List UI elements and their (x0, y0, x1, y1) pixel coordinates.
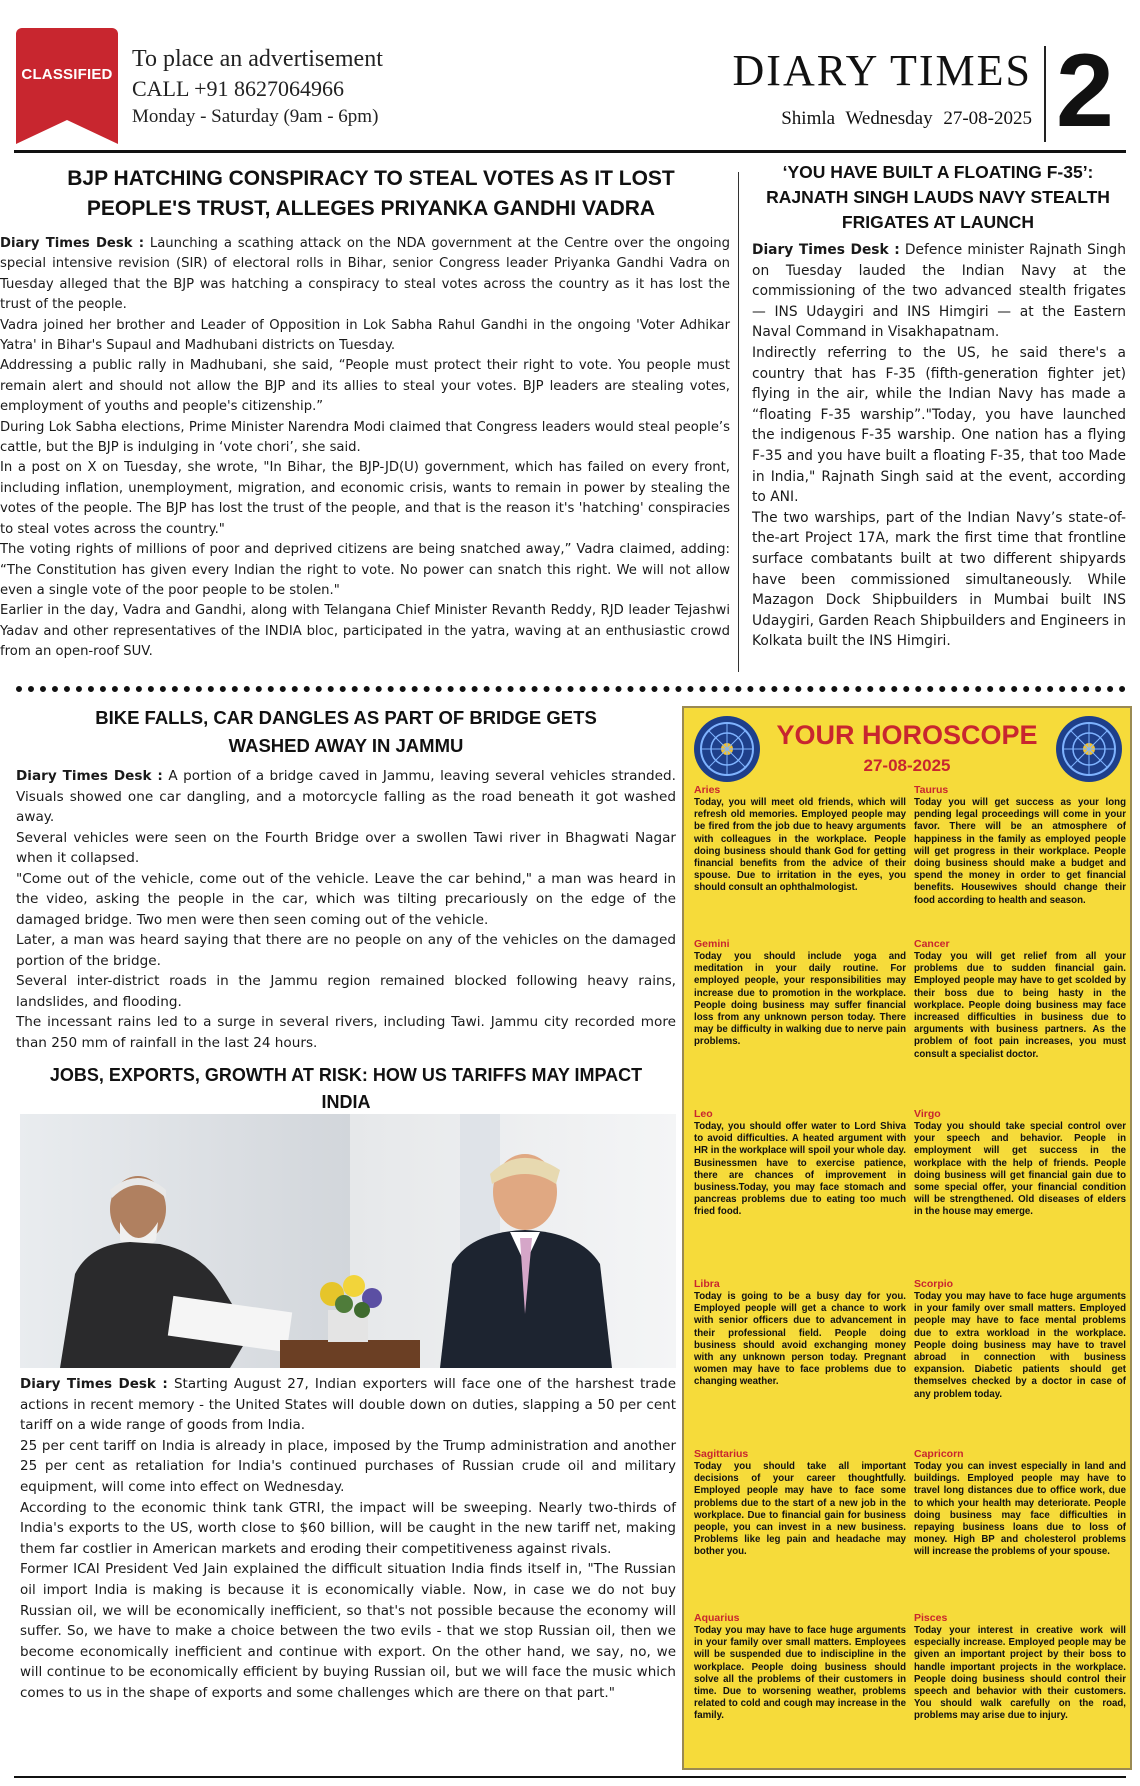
sign-text: Today you should take special control over your speech and behavior. People in employment will get success in the workplace with the help of friends. People doing business will get financial gain due to some special offer, your financial condition will be strengthened. Old diseases of elders in the house may emerge. (914, 1121, 1126, 1218)
article1-headline-line1: BJP HATCHING CONSPIRACY TO STEAL VOTES AS IT LOST (67, 167, 675, 190)
footer-rule (14, 1776, 1126, 1778)
article1-paragraph: During Lok Sabha elections, Prime Minister Narendra Modi claimed that Congress leaders would steal people’s cattle, but the BJP is indulging in ‘vote chori’, she said. (0, 419, 730, 456)
sign-libra (694, 1278, 906, 1389)
dateline: Shimla Wednesday 27-08-2025 (781, 108, 1032, 129)
article1-paragraph (0, 234, 730, 316)
sign-sagittarius (694, 1448, 906, 1559)
sign-gemini (694, 938, 906, 1049)
article1-paragraph: Earlier in the day, Vadra and Gandhi, along with Telangana Chief Minister Revanth Reddy, RJD leader Tejashwi Yadav and other representatives of the INDIA bloc, participated in the yatra, waving at an enthusiastic crowd from an open-roof SUV. (0, 603, 730, 660)
article1-paragraph: In a post on X on Tuesday, she wrote, "In Bihar, the BJP-JD(U) government, which has failed on every front, including inflation, unemployment, migration, and economic crisis, wants to remain in power by stealing the votes of the people. The BJP has lost the trust of the people, and that is the reason it's 'hatching' conspiracies to steal votes across the country." (0, 460, 730, 537)
article3-body (16, 766, 676, 1053)
sign-text: Today is going to be a busy day for you. Employed people will get a chance to work with senior officers due to advancement in their professional field. People doing business should avoid exchanging money with any unknown person today. Pregnant women may have to face problems due to changing weather. (694, 1291, 906, 1388)
sign-name: Scorpio (914, 1278, 954, 1290)
article2-body (752, 240, 1126, 652)
article4-lead: Diary Times Desk : (20, 1376, 168, 1392)
sign-text: Today you may have to face huge arguments in your family over small matters. Employees will be suspended due to indiscipline in the workplace. People doing business should solve all the problems of their customers in time. Due to worsening weather, problems related to cold and cough may increase in the family. (694, 1625, 906, 1722)
sign-scorpio (914, 1278, 1126, 1401)
article4-photo (20, 1114, 676, 1368)
sign-name: Gemini (694, 938, 730, 950)
advertisement-info (132, 44, 383, 130)
article3-lead: Diary Times Desk : (16, 768, 163, 784)
article2-headline-line2: RAJNATH SINGH LAUDS NAVY STEALTH (766, 187, 1110, 207)
sign-aquarius (694, 1612, 906, 1723)
column-divider (738, 172, 739, 672)
ad-phone: CALL +91 8627064966 (132, 76, 345, 101)
article3-paragraph (16, 766, 676, 828)
article2-lead: Diary Times Desk : (752, 242, 900, 258)
article3-headline-line2: WASHED AWAY IN JAMMU (228, 735, 464, 756)
ad-line-1: To place an advertisement (132, 46, 383, 72)
article1-p1: Launching a scathing attack on the NDA government at the Centre over the ongoing special intensive revision (SIR) of electoral rolls in Bihar, senior Congress leader Priyanka Gandhi Vadra on Tuesday alleged that the BJP was hatching a conspiracy to steal votes across the country as it has lost the trust of the people. (0, 236, 730, 313)
article3-paragraph: Later, a man was heard saying that there are no people on any of the vehicles on the damaged portion of the bridge. (16, 932, 676, 969)
sign-name: Pisces (914, 1612, 948, 1624)
article3-paragraph: The incessant rains led to a surge in several rivers, including Tawi. Jammu city recorded more than 250 mm of rainfall in the last 24 hours. (16, 1014, 676, 1051)
page-header (0, 0, 1140, 152)
article3-paragraph: Several inter-district roads in the Jammu region remained blocked following heavy rains, landslides, and flooding. (16, 973, 676, 1010)
sign-name: Taurus (914, 784, 949, 796)
classified-label: CLASSIFIED (21, 66, 113, 83)
article3-headline (16, 704, 676, 760)
article4-paragraph: 25 per cent tariff on India is already in place, imposed by the Trump administration and another 25 per cent as retaliation for India's continued purchases of Russian crude oil and military equipment, will come into effect on Wednesday. (20, 1437, 676, 1495)
article2-paragraph: The two warships, part of the Indian Navy’s state-of-the-art Project 17A, mark the first time that frontline surface combatants built at two different shipyards have been commissioned simultaneously. While Mazagon Dock Shipbuilders in Mumbai built INS Udaygiri, Garden Reach Shipbuilders and Engineers in Kolkata built the INS Himgiri. (752, 509, 1126, 650)
article4-body (20, 1374, 676, 1704)
article4-headline (16, 1062, 676, 1116)
sign-leo (694, 1108, 906, 1219)
article4-headline-line1: JOBS, EXPORTS, GROWTH AT RISK: HOW US TARIFFS MAY IMPACT (49, 1065, 643, 1085)
classified-badge (16, 28, 118, 120)
masthead-title: DIARY TIMES (732, 46, 1032, 95)
sign-text: Today you can invest especially in land and buildings. Employed people may have to travel long distances due to office work, due to which your health may deteriorate. People doing business may face difficulties in repaying business loans due to loss of money. High BP and cholesterol problems will increase the problems of your spouse. (914, 1461, 1126, 1558)
article4-paragraph: According to the economic think tank GTRI, the impact will be sweeping. Nearly two-thirds of India's exports to the US, worth close to $60 billion, will be caught in the new tariff net, making them far costlier in American markets and eroding their competitiveness against rivals. (20, 1499, 676, 1557)
horoscope-box (682, 706, 1132, 1770)
article1-lead: Diary Times Desk : (0, 236, 144, 251)
article1-paragraph: Vadra joined her brother and Leader of Opposition in Lok Sabha Rahul Gandhi in the ongoing 'Voter Adhikar Yatra' in Bihar's Supaul and Madhubani districts on Tuesday. (0, 317, 730, 354)
article1-headline (14, 164, 728, 224)
article3-paragraph: Several vehicles were seen on the Fourth Bridge over a swollen Tawi river in Bhagwati Nagar when it collapsed. (16, 829, 676, 866)
sign-text: Today you may have to face huge arguments in your family over small matters. Employed people may have to face mental problems due to extra workload in the workplace. People doing business may have to travel abroad in connection with business expansion. Diabetic patients should get themselves checked by a doctor in case of any problem today. (914, 1291, 1126, 1400)
article1-body (0, 234, 730, 663)
sign-capricorn (914, 1448, 1126, 1559)
horoscope-title: YOUR HOROSCOPE (776, 720, 1038, 750)
section-divider-dotted (16, 686, 1126, 692)
article2-headline (748, 160, 1128, 235)
sign-cancer (914, 938, 1126, 1061)
sign-text: Today your interest in creative work will especially increase. Employed people may be given an important project by their boss to handle important projects in the workplace. People doing business should control their speech and behavior with their customers. You should walk carefully on the road, problems may arise due to injury. (914, 1625, 1126, 1722)
article4-p1: Starting August 27, Indian exporters will face one of the harshest trade actions in recent memory - the United States will double down on duties, slapping a 50 per cent tariff on a wide range of goods from India. (20, 1376, 677, 1434)
sign-name: Libra (694, 1278, 720, 1290)
sign-taurus (914, 784, 1126, 907)
header-rule (14, 150, 1126, 153)
article1-paragraph: The voting rights of millions of poor and deprived citizens are being snatched away,” Vadra claimed, adding: “The Constitution has given every Indian the right to vote. No power can snatch this right. We will not allow even a single vote of the poor people to be stolen." (0, 542, 730, 598)
sign-name: Capricorn (914, 1448, 964, 1460)
sign-text: Today, you will meet old friends, which will refresh old memories. Employed people may be fired from the job due to heavy arguments with colleagues in the workplace. People doing business should thank God for getting financial benefits from the advice of their spouse. Due to irritation in the eyes, you should consult an ophthalmologist. (694, 797, 906, 894)
article4-paragraph (20, 1374, 676, 1436)
article3-paragraph: "Come out of the vehicle, come out of the vehicle. Leave the car behind," a man was heard in the video, asking the people in the car, which was tilting precariously on the edge of the damaged bridge. Two men were then seen coming out of the vehicle. (16, 870, 676, 928)
article2-paragraph: Indirectly referring to the US, he said there's a country that has F-35 (fifth-generation fighter jet) flying in the air, while the Indian Navy has made a “floating F-35 warship”."Today, you have launched the indigenous F-35 warship. One nation has a flying F-35 and you have built a floating F-35, that too Made in India," Rajnath Singh said at the event, according to ANI. (752, 344, 1126, 506)
article2-headline-line3: FRIGATES AT LAUNCH (841, 212, 1035, 232)
sign-name: Aquarius (694, 1612, 740, 1624)
sign-text: Today, you should offer water to Lord Shiva to avoid difficulties. A heated argument with HR in the workplace will spoil your whole day. Businessmen have to exercise patience, there are chances of improvement in business.Today, you may face stomach and pancreas problems due to eating too much fried food. (694, 1121, 906, 1218)
sign-text: Today you should include yoga and meditation in your daily routine. For employed people, your responsibilities may increase due to promotion in the workplace. People doing business may suffer financial loss from any unknown person today. There may be difficulty in walking due to nerve pain problems. (694, 951, 906, 1048)
article2-p1: Defence minister Rajnath Singh on Tuesday lauded the Indian Navy at the commissioning of the two advanced stealth frigates — INS Udaygiri and INS Himgiri — at the Eastern Naval Command in Visakhapatnam. (752, 242, 1126, 341)
sign-text: Today you will get relief from all your problems due to sudden financial gain. Employed people may have to get scolded by their boss due to being hasty in the workplace. People doing business may face increased difficulties in business due to arguments with business partners. As the problem of foot pain increases, you must consult a specialist doctor. (914, 951, 1126, 1060)
sign-aries (694, 784, 906, 895)
article4-paragraph: Former ICAI President Ved Jain explained the difficult situation India finds itself in, "The Russian oil import India is making is because it is economically viable. Now, in case we do not buy Russian oil, we will be economically inefficient, so that's not possible because the economy will suffer. So, we have to make a choice between the two evils - that we stop Russian oil, then we become economically inefficient and continue with export. On the other hand, we say, no, we will continue to be economically efficient by buying Russian oil, but we will face the music which comes to us in the shape of exports and some challenges which are there on that part." (20, 1561, 676, 1701)
sign-name: Sagittarius (694, 1448, 749, 1460)
sign-name: Virgo (914, 1108, 941, 1120)
sign-virgo (914, 1108, 1126, 1219)
ad-hours: Monday - Saturday (9am - 6pm) (132, 106, 379, 127)
masthead-divider (1044, 46, 1046, 142)
article3-headline-line1: BIKE FALLS, CAR DANGLES AS PART OF BRIDGE GETS (95, 707, 597, 728)
horoscope-date: 27-08-2025 (863, 756, 951, 775)
article3-p1: A portion of a bridge caved in Jammu, leaving several vehicles stranded. Visuals showed one car dangling, and a motorcycle falling as the road beneath it got washed away. (16, 768, 676, 825)
sign-text: Today you will get success as your long pending legal proceedings will come in your favor. There will be an atmosphere of happiness in the family as employed people will get progress in their workplace. People doing business should make a budget and spend the money in order to get financial benefits. Housewives should change their food according to health and season. (914, 797, 1126, 906)
sign-name: Aries (694, 784, 721, 796)
article1-paragraph: Addressing a public rally in Madhubani, she said, “People must protect their right to vote. You people must remain alert and should not allow the BJP and its allies to steal your votes. BJP leaders are stealing votes, employment of youths and people's citizenship.” (0, 358, 730, 415)
photo-illustration (20, 1114, 676, 1368)
article2-headline-line1: ‘YOU HAVE BUILT A FLOATING F-35’: (782, 162, 1094, 182)
page-number: 2 (1056, 33, 1114, 149)
sign-pisces (914, 1612, 1126, 1723)
sign-name: Leo (694, 1108, 713, 1120)
sign-name: Cancer (914, 938, 950, 950)
article1-headline-line2: PEOPLE'S TRUST, ALLEGES PRIYANKA GANDHI VADRA (86, 197, 656, 220)
article4-headline-line2: INDIA (321, 1092, 371, 1112)
sign-text: Today you should take all important decisions of your career thoughtfully. Employed people may have to face some problems due to the start of a new job in the workplace. Due to financial gain for business people, you can invest in a new business. Problems like leg pain and headache may bother you. (694, 1461, 906, 1558)
article2-paragraph (752, 240, 1126, 343)
